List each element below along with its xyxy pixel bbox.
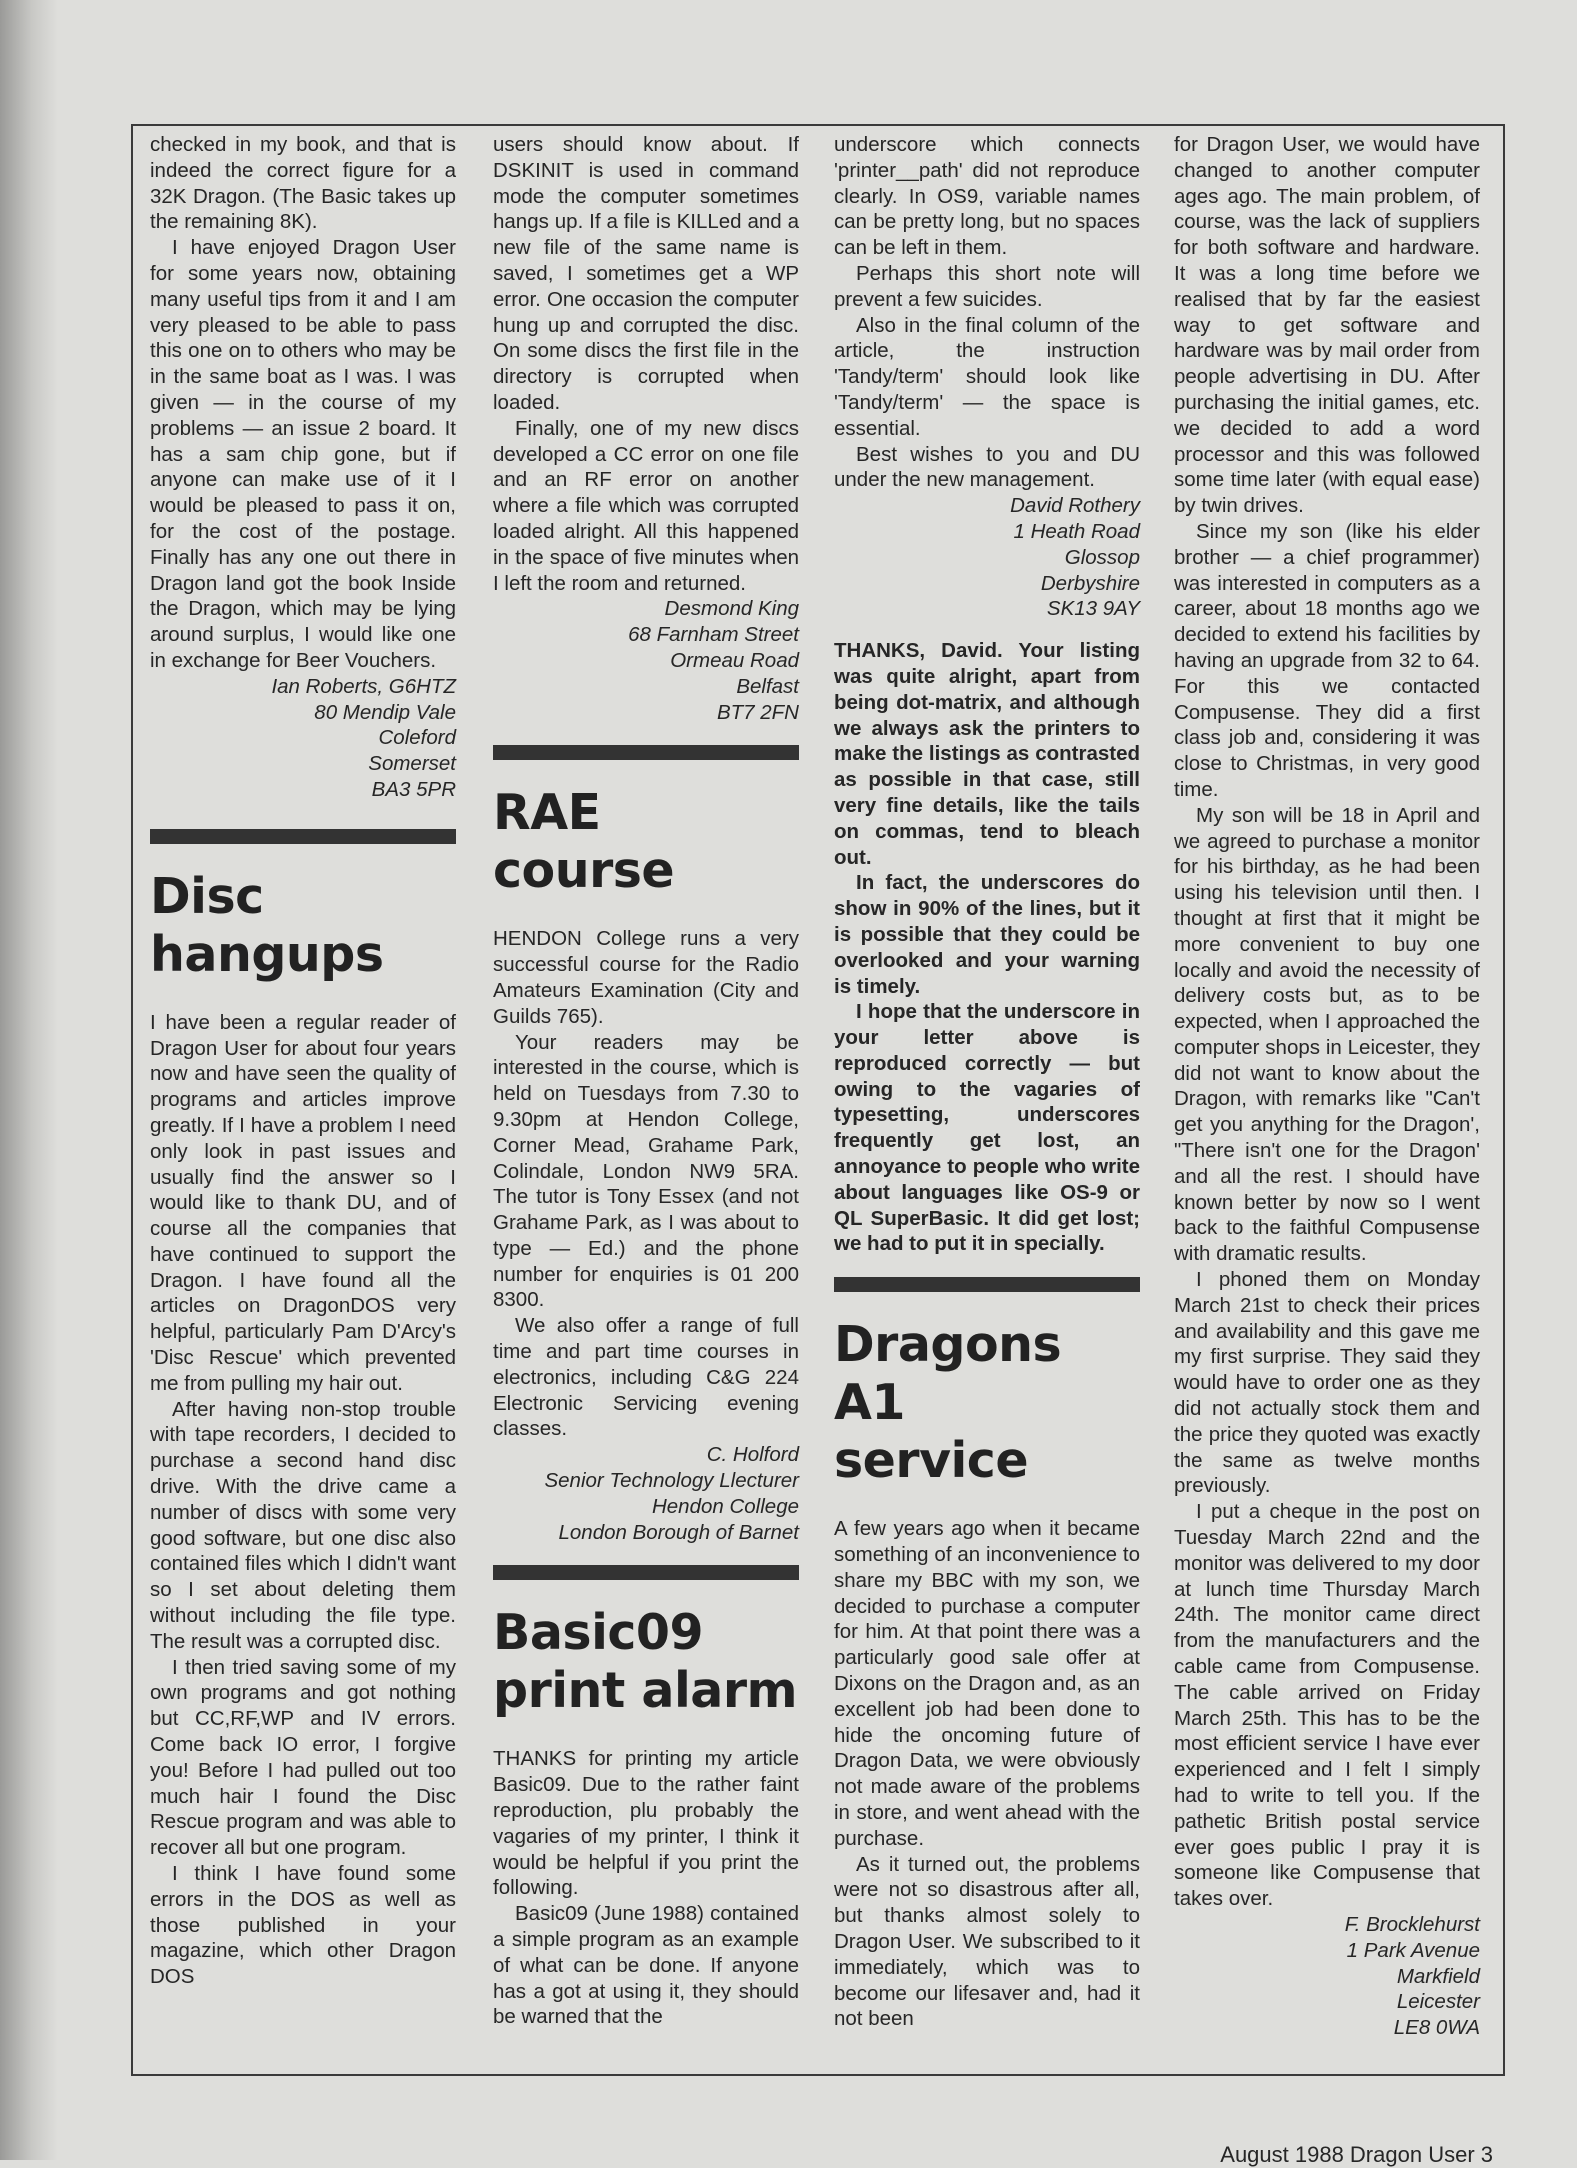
signature-line: Hendon College: [651, 1494, 799, 1518]
paragraph: A few years ago when it became something of an inconvenience to share my BBC with my son, we decided to purchase a computer for him. At that point there was a particularly good sale offer at Dixons on the Dragon and, as an excellent job had been done to hide the oncoming future of Dragon Data, we were obviously not made aware of the problems in store, and went ahead with the purchase.: [834, 1517, 1140, 1850]
section-divider: [493, 1565, 799, 1580]
paragraph: I put a cheque in the post on Tuesday March 22nd and the monitor was delivered to my door at lunch time Thursday March 24th. The monitor came direct from the manufacturers and the cable came from Compusense. The cable arrived on Friday March 25th. This has to be the most efficient service I have ever experienced and I felt I simply had to write to tell you. If the pathetic British postal service ever goes public I pray it is someone like Compusense that takes over.: [1174, 1500, 1480, 1911]
signature-name: Ian Roberts, G6HTZ: [271, 674, 456, 698]
letter-signature: [834, 493, 1140, 622]
editor-reply: THANKS, David. Your listing was quite alright, apart from being dot-matrix, and although we always ask the printers to make the listings as contrasted as possible in that case, still very fine details, like the tails on commas, tend to bleach out.: [834, 639, 1140, 869]
heading-dragons-a1-service: Dragons A1 service: [834, 1316, 1062, 1490]
signature-name: C. Holford: [706, 1443, 799, 1467]
signature-line: 80 Mendip Vale: [314, 700, 456, 724]
signature-name: Desmond King: [664, 597, 799, 621]
page-binding-shadow: [0, 0, 58, 2160]
signature-line: 1 Heath Road: [1013, 519, 1140, 543]
signature-line: Ormeau Road: [670, 648, 799, 672]
paragraph: THANKS for printing my article Basic09. Due to the rather faint reproduction, plu probably the vagaries of my printer, I think it would be helpful if you print the following.: [493, 1747, 799, 1900]
signature-line: Somerset: [368, 752, 456, 776]
signature-line: LE8 0WA: [1393, 2016, 1480, 2040]
paragraph: underscore which connects 'printer__path' did not reproduce clearly. In OS9, variable names can be pretty long, but no spaces can be left in them.: [834, 133, 1140, 260]
signature-name: David Rothery: [1010, 494, 1140, 518]
signature-line: London Borough of Barnet: [558, 1520, 799, 1544]
letter-signature: [493, 596, 799, 725]
section-divider: [493, 745, 799, 760]
paragraph: After having non-stop trouble with tape recorders, I decided to purchase a second hand disc drive. With the drive came a number of discs with some very good software, but one disc also contained files which I didn't want so I set about deleting them without including the file type. The result was a corrupted disc.: [150, 1397, 456, 1653]
paragraph: I think I have found some errors in the DOS as well as those published in your magazine, which other Dragon DOS: [150, 1862, 456, 1989]
paragraph: checked in my book, and that is indeed the correct figure for a 32K Dragon. (The Basic takes up the remaining 8K).: [150, 133, 456, 234]
paragraph: for Dragon User, we would have changed to another computer ages ago. The main problem, of course, was the lack of suppliers for both software and hardware. It was a long time before we realised that by far the easiest way to get software and hardware was by mail order from people advertising in DU. After purchasing the initial games, etc. we decided to add a word processor and this was followed some time later (with equal ease) by twin drives.: [1174, 133, 1480, 518]
heading-rae-course: RAE course: [493, 784, 675, 900]
section-divider: [150, 829, 456, 844]
signature-line: Glossop: [1064, 545, 1140, 569]
paragraph: I phoned them on Monday March 21st to check their prices and availability and this gave me my first surprise. They said they would have to order one as they did not actually stock them and the price they quoted was exactly the same as twelve months previously.: [1174, 1268, 1480, 1498]
paragraph: Since my son (like his elder brother — a chief programmer) was interested in computers as a career, about 18 months ago we decided to extend his facilities by having an upgrade from 32 to 64. For this we contacted Compusense. They did a first class job and, considering it was close to Christmas, in very good time.: [1174, 519, 1480, 801]
paragraph: I have been a regular reader of Dragon User for about four years now and have seen the quality of programs and articles improve greatly. If I have a problem I need only look in past issues and usually find the answer so I would like to thank DU, and of course all the companies that have continued to support the Dragon. I have found all the articles on DragonDOS very helpful, particularly Pam D'Arcy's 'Disc Rescue' which prevented me from pulling my hair out.: [150, 1010, 456, 1395]
paragraph: Your readers may be interested in the course, which is held on Tuesdays from 7.30 to 9.30pm at Hendon College, Corner Mead, Grahame Park, Colindale, London NW9 5RA. The tutor is Tony Essex (and not Grahame Park, as I was about to type — Ed.) and the phone number for enquiries is 01 200 8300.: [493, 1030, 799, 1312]
letter-signature: [150, 674, 456, 803]
signature-line: 1 Park Avenue: [1346, 1938, 1480, 1962]
section-divider: [834, 1277, 1140, 1292]
signature-line: Belfast: [736, 674, 799, 698]
signature-line: Markfield: [1396, 1964, 1480, 1988]
signature-line: Senior Technology Llecturer: [544, 1469, 799, 1493]
paragraph: As it turned out, the problems were not so disastrous after all, but thanks almost solely to Dragon User. We subscribed to it immediately, which was to become our lifesaver and, had it not been: [834, 1852, 1140, 2031]
paragraph: I then tried saving some of my own programs and got nothing but CC,RF,WP and IV errors. Come back IO error, I forgive you! Before I had pulled out too much hair I found the Disc Rescue program and was able to recover all but one program.: [150, 1655, 456, 1860]
paragraph: Finally, one of my new discs developed a CC error on one file and an RF error on another where a file which was corrupted loaded alright. All this happened in the space of five minutes when I left the room and returned.: [493, 416, 799, 595]
paragraph: We also offer a range of full time and part time courses in electronics, including C&G 224 Electronic Servicing evening classes.: [493, 1314, 799, 1441]
editor-reply: I hope that the underscore in your letter above is reproduced correctly — but owing to the vagaries of typesetting, underscores frequently get lost, an annoyance to people who write about languages like OS-9 or QL SuperBasic. It did get lost; we had to put it in specially.: [834, 1000, 1140, 1256]
column-2: [493, 132, 799, 2030]
paragraph: Perhaps this short note will prevent a few suicides.: [834, 261, 1140, 311]
paragraph: Best wishes to you and DU under the new management.: [834, 442, 1140, 492]
page-footer: August 1988 Dragon User 3: [1220, 2142, 1493, 2167]
paragraph: Also in the final column of the article, the instruction 'Tandy/term' should look like 'Tandy/term' — the space is essential.: [834, 313, 1140, 440]
editor-reply: In fact, the underscores do show in 90% of the lines, but it is possible that they could be overlooked and your warning is timely.: [834, 871, 1140, 998]
heading-basic09-print-alarm: Basic09 print alarm: [493, 1604, 798, 1720]
column-3: [834, 132, 1140, 2032]
signature-line: SK13 9AY: [1046, 597, 1140, 621]
letter-signature: [1174, 1912, 1480, 2041]
signature-line: BA3 5PR: [371, 777, 456, 801]
paragraph: I have enjoyed Dragon User for some years now, obtaining many useful tips from it and I am very pleased to be able to pass this one on to others who may be in the same boat as I was. I was given — in the course of my problems — an issue 2 board. It has a sam chip gone, but if anyone can make use of it I would be pleased to pass it on, for the cost of the postage. Finally has any one out there in Dragon land got the book Inside the Dragon, which may be lying around surplus, I would like one in exchange for Beer Vouchers.: [150, 236, 456, 672]
signature-line: BT7 2FN: [716, 700, 799, 724]
paragraph: users should know about. If DSKINIT is used in command mode the computer sometimes hangs up. If a file is KILLed and a new file of the same name is saved, I sometimes get a WP error. One occasion the computer hung up and corrupted the disc. On some discs the first file in the directory is corrupted when loaded.: [493, 133, 799, 414]
heading-disc-hangups: Disc hangups: [150, 867, 384, 983]
signature-line: 68 Farnham Street: [628, 623, 799, 647]
signature-line: Coleford: [378, 726, 456, 750]
paragraph: Basic09 (June 1988) contained a simple program as an example of what can be done. If anyone has a got at using it, they should be warned that the: [493, 1902, 799, 2029]
signature-name: F. Brocklehurst: [1344, 1912, 1480, 1936]
signature-line: Derbyshire: [1040, 571, 1140, 595]
column-1: [150, 132, 456, 1990]
column-4: [1174, 132, 1480, 2041]
paragraph: My son will be 18 in April and we agreed to purchase a monitor for his birthday, as he had been using his television until then. I thought at first that it might be more convenient to buy one locally and avoid the necessity of delivery costs but, as to be expected, when I approached the computer shops in Leicester, they did not want to know about the Dragon, with remarks like "Can't get you anything for the Dragon', "There isn't one for the Dragon' and all the rest. I should have known better by now so I went back to the faithful Compusense with dramatic results.: [1174, 803, 1480, 1266]
signature-line: Leicester: [1396, 1990, 1480, 2014]
paragraph: HENDON College runs a very successful course for the Radio Amateurs Examination (City and Guilds 765).: [493, 927, 799, 1028]
letter-signature: [493, 1442, 799, 1545]
